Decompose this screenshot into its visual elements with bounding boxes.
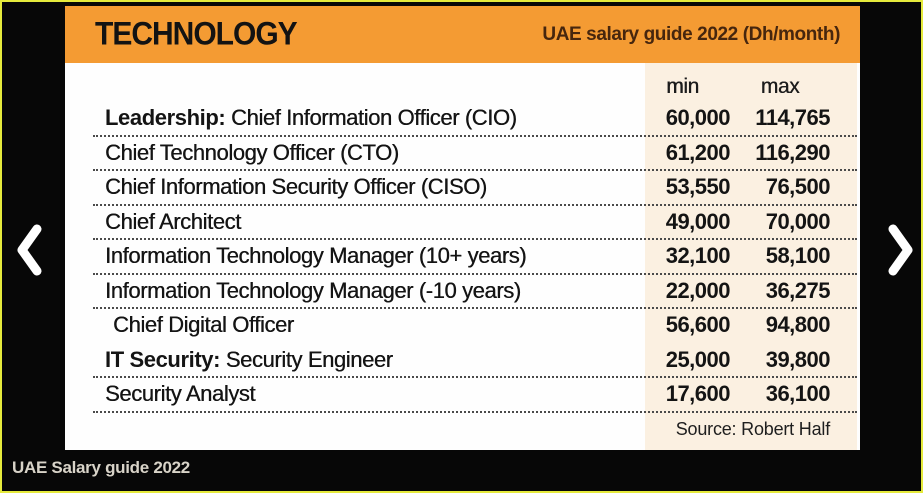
- role-title: IT Security: Security Engineer: [105, 346, 393, 372]
- table-row: [65, 274, 860, 309]
- max-salary-value: 58,100: [765, 243, 830, 269]
- role-title: Chief Information Security Officer (CISO): [105, 174, 487, 200]
- chevron-left-icon: [14, 222, 46, 278]
- min-salary-value: 49,000: [665, 208, 730, 234]
- max-salary-value: 70,000: [765, 208, 830, 234]
- role-title: Leadership: Chief Information Officer (CIO): [105, 105, 517, 131]
- max-salary-value: 39,800: [765, 346, 830, 372]
- section-title: TECHNOLOGY: [95, 16, 297, 52]
- role-title: Information Technology Manager (10+ years): [105, 243, 527, 269]
- min-salary-value: 22,000: [665, 277, 730, 303]
- max-salary-value: 76,500: [765, 174, 830, 200]
- max-salary-value: 114,765: [755, 105, 830, 131]
- table-row: [65, 239, 860, 274]
- max-salary-value: 94,800: [765, 312, 830, 338]
- table-row: [65, 170, 860, 205]
- table-row: [65, 343, 860, 378]
- carousel-prev-button[interactable]: [14, 222, 46, 278]
- table-row: [65, 308, 860, 343]
- chevron-right-icon: [884, 222, 916, 278]
- role-title: Security Analyst: [105, 381, 256, 407]
- image-caption: UAE Salary guide 2022: [12, 458, 190, 477]
- header-subtitle: UAE salary guide 2022 (Dh/month): [542, 23, 840, 45]
- role-title: Information Technology Manager (-10 years): [105, 277, 521, 303]
- max-salary-value: 36,275: [765, 277, 830, 303]
- table-rows: [65, 101, 860, 412]
- max-salary-value: 116,290: [755, 139, 830, 165]
- max-salary-value: 36,100: [765, 381, 830, 407]
- table-row: [65, 136, 860, 171]
- column-header-min: min: [666, 75, 699, 98]
- salary-table: [65, 63, 860, 450]
- table-row: [65, 205, 860, 240]
- carousel-next-button[interactable]: [884, 222, 916, 278]
- min-salary-value: 53,550: [665, 174, 730, 200]
- column-header-max: max: [760, 75, 800, 98]
- table-row: [65, 101, 860, 136]
- role-title: Chief Digital Officer: [113, 312, 294, 338]
- table-row: [65, 377, 860, 412]
- table-header-row: [65, 63, 860, 101]
- role-title: Chief Architect: [105, 208, 241, 234]
- salary-table-card: [65, 63, 860, 450]
- min-salary-value: 60,000: [665, 105, 730, 131]
- min-salary-value: 25,000: [665, 346, 730, 372]
- min-salary-value: 32,100: [665, 243, 730, 269]
- role-title: Chief Technology Officer (CTO): [105, 139, 399, 165]
- source-note: Source: Robert Half: [675, 419, 830, 439]
- min-salary-value: 61,200: [665, 139, 730, 165]
- header-bar: [65, 6, 860, 63]
- min-salary-value: 17,600: [665, 381, 730, 407]
- min-salary-value: 56,600: [665, 312, 730, 338]
